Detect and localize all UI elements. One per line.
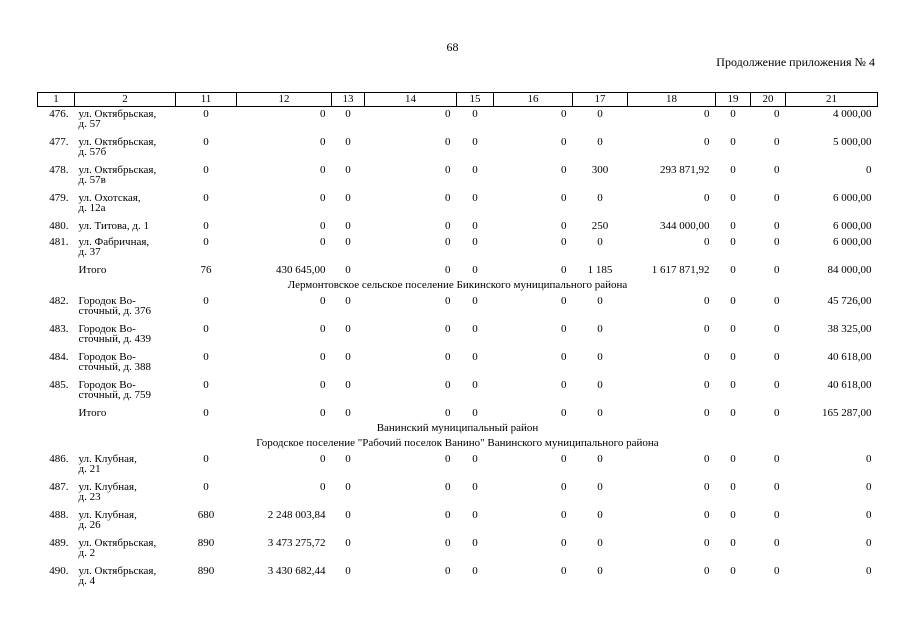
value-cell: 0: [730, 537, 736, 549]
address-cell: [75, 536, 176, 564]
value-cell: 0: [597, 379, 603, 391]
value-cell: 0: [472, 407, 478, 419]
value-cell: 0: [704, 537, 710, 549]
data-table: [37, 92, 878, 592]
value-cell: 0: [472, 537, 478, 549]
address-line: сточный, д. 759: [78, 389, 152, 401]
col-header: 15: [457, 93, 494, 107]
value-cell: 0: [730, 323, 736, 335]
value-cell: 0: [445, 295, 451, 307]
address-line: ул. Октябрьская,: [78, 164, 157, 176]
table-row: [38, 107, 878, 136]
value-cell: 0: [774, 295, 780, 307]
value-cell: 0: [203, 481, 209, 493]
value-cell: 0: [774, 220, 780, 232]
value-cell: 6 000,00: [833, 220, 872, 232]
address-cell: [75, 508, 176, 536]
address-line: д. 57в: [78, 174, 106, 186]
value-cell: 0: [730, 453, 736, 465]
address-cell: Итого: [78, 264, 107, 276]
value-cell: 0: [320, 407, 326, 419]
address-line: д. 37: [78, 246, 101, 258]
address-line: ул. Клубная,: [78, 481, 137, 493]
value-cell: 3 473 275,72: [267, 537, 326, 549]
col-header: 17: [573, 93, 628, 107]
value-cell: 0: [597, 565, 603, 577]
value-cell: 0: [704, 236, 710, 248]
address-line: ул. Клубная,: [78, 453, 137, 465]
value-cell: 0: [203, 295, 209, 307]
table-row: [38, 378, 878, 406]
value-cell: 0: [320, 108, 326, 120]
row-number: 484.: [49, 351, 69, 363]
table-row: [38, 480, 878, 508]
value-cell: 38 325,00: [827, 323, 872, 335]
value-cell: 84 000,00: [827, 264, 872, 276]
value-cell: 0: [345, 537, 351, 549]
value-cell: 0: [774, 192, 780, 204]
value-cell: 0: [774, 509, 780, 521]
value-cell: 0: [774, 323, 780, 335]
value-cell: 0: [472, 220, 478, 232]
address-cell: [75, 452, 176, 480]
address-line: д. 26: [78, 519, 101, 531]
row-number: 482.: [49, 295, 69, 307]
value-cell: 0: [445, 264, 451, 276]
value-cell: 0: [561, 351, 567, 363]
col-header: 13: [332, 93, 365, 107]
value-cell: 2 248 003,84: [267, 509, 326, 521]
table-row: [38, 219, 878, 235]
value-cell: 0: [597, 407, 603, 419]
value-cell: 0: [320, 481, 326, 493]
value-cell: 0: [203, 323, 209, 335]
address-cell: [75, 378, 176, 406]
value-cell: 0: [472, 192, 478, 204]
value-cell: 0: [704, 453, 710, 465]
value-cell: 0: [320, 220, 326, 232]
value-cell: 0: [445, 220, 451, 232]
value-cell: 0: [445, 323, 451, 335]
value-cell: 0: [203, 108, 209, 120]
value-cell: 0: [597, 481, 603, 493]
table-row: [38, 350, 878, 378]
address-cell: [75, 107, 176, 136]
row-number: 481.: [49, 236, 69, 248]
value-cell: 0: [774, 236, 780, 248]
value-cell: 0: [472, 323, 478, 335]
address-line: ул. Клубная,: [78, 509, 137, 521]
row-number: 489.: [49, 537, 69, 549]
row-number: 477.: [49, 136, 69, 148]
col-header: 19: [716, 93, 751, 107]
address-line: д. 57б: [78, 146, 107, 158]
value-cell: 430 645,00: [276, 264, 326, 276]
col-header: 16: [494, 93, 573, 107]
total-row: [38, 263, 878, 279]
value-cell: 0: [561, 537, 567, 549]
value-cell: 0: [203, 220, 209, 232]
total-row: [38, 406, 878, 422]
value-cell: 0: [774, 351, 780, 363]
value-cell: 0: [561, 264, 567, 276]
row-number: 480.: [49, 220, 69, 232]
value-cell: 0: [445, 481, 451, 493]
row-number: 485.: [49, 379, 69, 391]
value-cell: 0: [320, 136, 326, 148]
value-cell: 0: [561, 164, 567, 176]
value-cell: 0: [472, 108, 478, 120]
table-row: [38, 508, 878, 536]
value-cell: 0: [561, 236, 567, 248]
value-cell: 76: [200, 264, 212, 276]
value-cell: 0: [597, 136, 603, 148]
value-cell: 0: [472, 351, 478, 363]
value-cell: 0: [866, 481, 872, 493]
address-line: Городок Во-: [78, 379, 136, 391]
address-line: Городок Во-: [78, 295, 136, 307]
value-cell: 0: [561, 295, 567, 307]
value-cell: 890: [197, 565, 215, 577]
table-row: [38, 135, 878, 163]
value-cell: 0: [774, 164, 780, 176]
table-row: [38, 536, 878, 564]
value-cell: 0: [704, 481, 710, 493]
value-cell: 0: [472, 264, 478, 276]
address-line: Городок Во-: [78, 351, 136, 363]
value-cell: 6 000,00: [833, 192, 872, 204]
address-cell: [75, 350, 176, 378]
col-header: 18: [628, 93, 716, 107]
value-cell: 0: [445, 136, 451, 148]
continuation-note: Продолжение приложения № 4: [716, 55, 875, 69]
value-cell: 0: [866, 537, 872, 549]
value-cell: 293 871,92: [660, 164, 710, 176]
value-cell: 0: [774, 108, 780, 120]
value-cell: 0: [345, 453, 351, 465]
value-cell: 0: [704, 295, 710, 307]
value-cell: 0: [597, 537, 603, 549]
row-number: 478.: [49, 164, 69, 176]
address-line: д. 21: [78, 463, 101, 475]
value-cell: 6 000,00: [833, 236, 872, 248]
col-header: 2: [75, 93, 176, 107]
value-cell: 0: [730, 108, 736, 120]
address-line: д. 23: [78, 491, 101, 503]
value-cell: 0: [730, 295, 736, 307]
row-number: 486.: [49, 453, 69, 465]
value-cell: 0: [345, 351, 351, 363]
value-cell: 0: [345, 220, 351, 232]
value-cell: 40 618,00: [827, 351, 872, 363]
value-cell: 0: [472, 481, 478, 493]
value-cell: 1 617 871,92: [651, 264, 710, 276]
value-cell: 0: [445, 192, 451, 204]
value-cell: 0: [203, 192, 209, 204]
table-row: [38, 294, 878, 322]
row-number: 490.: [49, 565, 69, 577]
section-row: [38, 279, 878, 294]
value-cell: 0: [472, 565, 478, 577]
value-cell: 0: [345, 264, 351, 276]
value-cell: 0: [866, 164, 872, 176]
value-cell: 0: [345, 164, 351, 176]
value-cell: 0: [730, 351, 736, 363]
value-cell: 0: [345, 108, 351, 120]
value-cell: 165 287,00: [822, 407, 872, 419]
value-cell: 300: [591, 164, 609, 176]
value-cell: 0: [730, 407, 736, 419]
address-cell: ул. Титова, д. 1: [78, 220, 150, 232]
header-row: [38, 93, 878, 107]
value-cell: 0: [472, 295, 478, 307]
address-cell: [75, 294, 176, 322]
value-cell: 0: [345, 481, 351, 493]
section-row: [38, 422, 878, 437]
col-header: 12: [237, 93, 332, 107]
col-header: 14: [365, 93, 457, 107]
table-row: [38, 235, 878, 263]
value-cell: 0: [561, 323, 567, 335]
value-cell: 0: [597, 192, 603, 204]
address-line: д. 4: [78, 575, 96, 587]
table-row: [38, 452, 878, 480]
value-cell: 0: [445, 108, 451, 120]
address-line: сточный, д. 388: [78, 361, 152, 373]
value-cell: 0: [730, 509, 736, 521]
table-row: [38, 322, 878, 350]
value-cell: 0: [774, 453, 780, 465]
address-cell: [75, 191, 176, 219]
value-cell: 0: [730, 565, 736, 577]
address-line: д. 12а: [78, 202, 106, 214]
value-cell: 0: [597, 236, 603, 248]
value-cell: 0: [345, 407, 351, 419]
address-line: ул. Октябрьская,: [78, 136, 157, 148]
value-cell: 0: [561, 407, 567, 419]
value-cell: 0: [345, 323, 351, 335]
address-line: ул. Октябрьская,: [78, 565, 157, 577]
value-cell: 0: [774, 264, 780, 276]
value-cell: 0: [472, 236, 478, 248]
value-cell: 0: [597, 351, 603, 363]
address-line: д. 2: [78, 547, 96, 559]
value-cell: 0: [730, 220, 736, 232]
value-cell: 0: [597, 509, 603, 521]
table-row: [38, 191, 878, 219]
address-line: сточный, д. 376: [78, 305, 152, 317]
value-cell: 0: [730, 481, 736, 493]
value-cell: 0: [320, 453, 326, 465]
value-cell: 0: [320, 192, 326, 204]
value-cell: 0: [704, 509, 710, 521]
value-cell: 0: [730, 192, 736, 204]
value-cell: 0: [561, 565, 567, 577]
value-cell: 0: [445, 565, 451, 577]
value-cell: 0: [704, 192, 710, 204]
address-cell: [75, 564, 176, 592]
value-cell: 0: [774, 481, 780, 493]
value-cell: 0: [597, 108, 603, 120]
value-cell: 0: [730, 264, 736, 276]
row-number: [38, 263, 75, 279]
value-cell: 0: [203, 351, 209, 363]
value-cell: 0: [561, 108, 567, 120]
col-header: 1: [38, 93, 75, 107]
address-line: ул. Охотская,: [78, 192, 141, 204]
section-row: [38, 437, 878, 452]
value-cell: 0: [320, 379, 326, 391]
value-cell: 0: [203, 236, 209, 248]
value-cell: 0: [866, 565, 872, 577]
value-cell: 0: [445, 537, 451, 549]
value-cell: 0: [445, 509, 451, 521]
row-number: 476.: [49, 108, 69, 120]
value-cell: 0: [597, 453, 603, 465]
address-line: сточный, д. 439: [78, 333, 152, 345]
col-header: 20: [751, 93, 786, 107]
value-cell: 0: [704, 407, 710, 419]
value-cell: 0: [203, 379, 209, 391]
value-cell: 0: [730, 236, 736, 248]
address-cell: [75, 163, 176, 191]
value-cell: 250: [591, 220, 609, 232]
value-cell: 0: [561, 379, 567, 391]
value-cell: 5 000,00: [833, 136, 872, 148]
value-cell: 3 430 682,44: [267, 565, 326, 577]
value-cell: 0: [203, 164, 209, 176]
address-line: Городок Во-: [78, 323, 136, 335]
value-cell: 0: [320, 295, 326, 307]
value-cell: 0: [704, 323, 710, 335]
value-cell: 4 000,00: [833, 108, 872, 120]
address-cell: [75, 480, 176, 508]
value-cell: 0: [730, 164, 736, 176]
address-cell: [75, 322, 176, 350]
value-cell: 0: [561, 481, 567, 493]
page-number: 68: [446, 40, 459, 54]
value-cell: 45 726,00: [827, 295, 872, 307]
value-cell: 0: [704, 136, 710, 148]
value-cell: 0: [597, 323, 603, 335]
value-cell: 0: [597, 295, 603, 307]
value-cell: 0: [445, 164, 451, 176]
value-cell: 0: [203, 453, 209, 465]
value-cell: 0: [445, 379, 451, 391]
value-cell: 0: [472, 509, 478, 521]
col-header: 11: [176, 93, 237, 107]
address-cell: Итого: [78, 407, 107, 419]
value-cell: 0: [704, 108, 710, 120]
value-cell: 0: [345, 379, 351, 391]
address-line: д. 57: [78, 118, 101, 130]
row-number: 488.: [49, 509, 69, 521]
value-cell: 0: [320, 236, 326, 248]
value-cell: 0: [445, 236, 451, 248]
col-header: 21: [786, 93, 878, 107]
value-cell: 0: [320, 164, 326, 176]
value-cell: 0: [774, 407, 780, 419]
value-cell: 0: [704, 351, 710, 363]
value-cell: 0: [472, 379, 478, 391]
row-number: 479.: [49, 192, 69, 204]
value-cell: 0: [445, 407, 451, 419]
value-cell: 0: [472, 136, 478, 148]
table-body: [38, 107, 878, 593]
value-cell: 0: [203, 407, 209, 419]
section-title: Городское поселение "Рабочий поселок Ванино" Ванинского муниципального района: [256, 437, 659, 449]
row-number: 487.: [49, 481, 69, 493]
value-cell: 0: [730, 379, 736, 391]
value-cell: 0: [561, 220, 567, 232]
table-row: [38, 163, 878, 191]
value-cell: 0: [866, 509, 872, 521]
value-cell: 40 618,00: [827, 379, 872, 391]
value-cell: 0: [345, 509, 351, 521]
value-cell: 0: [561, 509, 567, 521]
value-cell: 0: [774, 136, 780, 148]
value-cell: 0: [203, 136, 209, 148]
value-cell: 0: [345, 236, 351, 248]
value-cell: 0: [472, 453, 478, 465]
value-cell: 0: [774, 565, 780, 577]
address-line: ул. Октябрьская,: [78, 537, 157, 549]
value-cell: 0: [345, 136, 351, 148]
value-cell: 0: [774, 537, 780, 549]
row-number: [38, 406, 75, 422]
row-number: 483.: [49, 323, 69, 335]
table-row: [38, 564, 878, 592]
value-cell: 680: [197, 509, 215, 521]
value-cell: 0: [345, 295, 351, 307]
address-cell: [75, 135, 176, 163]
value-cell: 0: [445, 351, 451, 363]
value-cell: 890: [197, 537, 215, 549]
value-cell: 0: [472, 164, 478, 176]
value-cell: 0: [704, 379, 710, 391]
value-cell: 0: [561, 192, 567, 204]
address-line: ул. Октябрьская,: [78, 108, 157, 120]
address-cell: [75, 235, 176, 263]
value-cell: 0: [345, 565, 351, 577]
value-cell: 0: [774, 379, 780, 391]
value-cell: 0: [445, 453, 451, 465]
value-cell: 0: [866, 453, 872, 465]
value-cell: 0: [320, 351, 326, 363]
value-cell: 0: [561, 136, 567, 148]
value-cell: 0: [320, 323, 326, 335]
value-cell: 0: [730, 136, 736, 148]
value-cell: 0: [561, 453, 567, 465]
value-cell: 0: [704, 565, 710, 577]
value-cell: 0: [345, 192, 351, 204]
address-line: ул. Фабричная,: [78, 236, 150, 248]
value-cell: 1 185: [587, 264, 613, 276]
section-title: Ванинский муниципальный район: [376, 422, 539, 434]
value-cell: 344 000,00: [660, 220, 710, 232]
section-title: Лермонтовское сельское поселение Бикинского муниципального района: [287, 279, 628, 291]
